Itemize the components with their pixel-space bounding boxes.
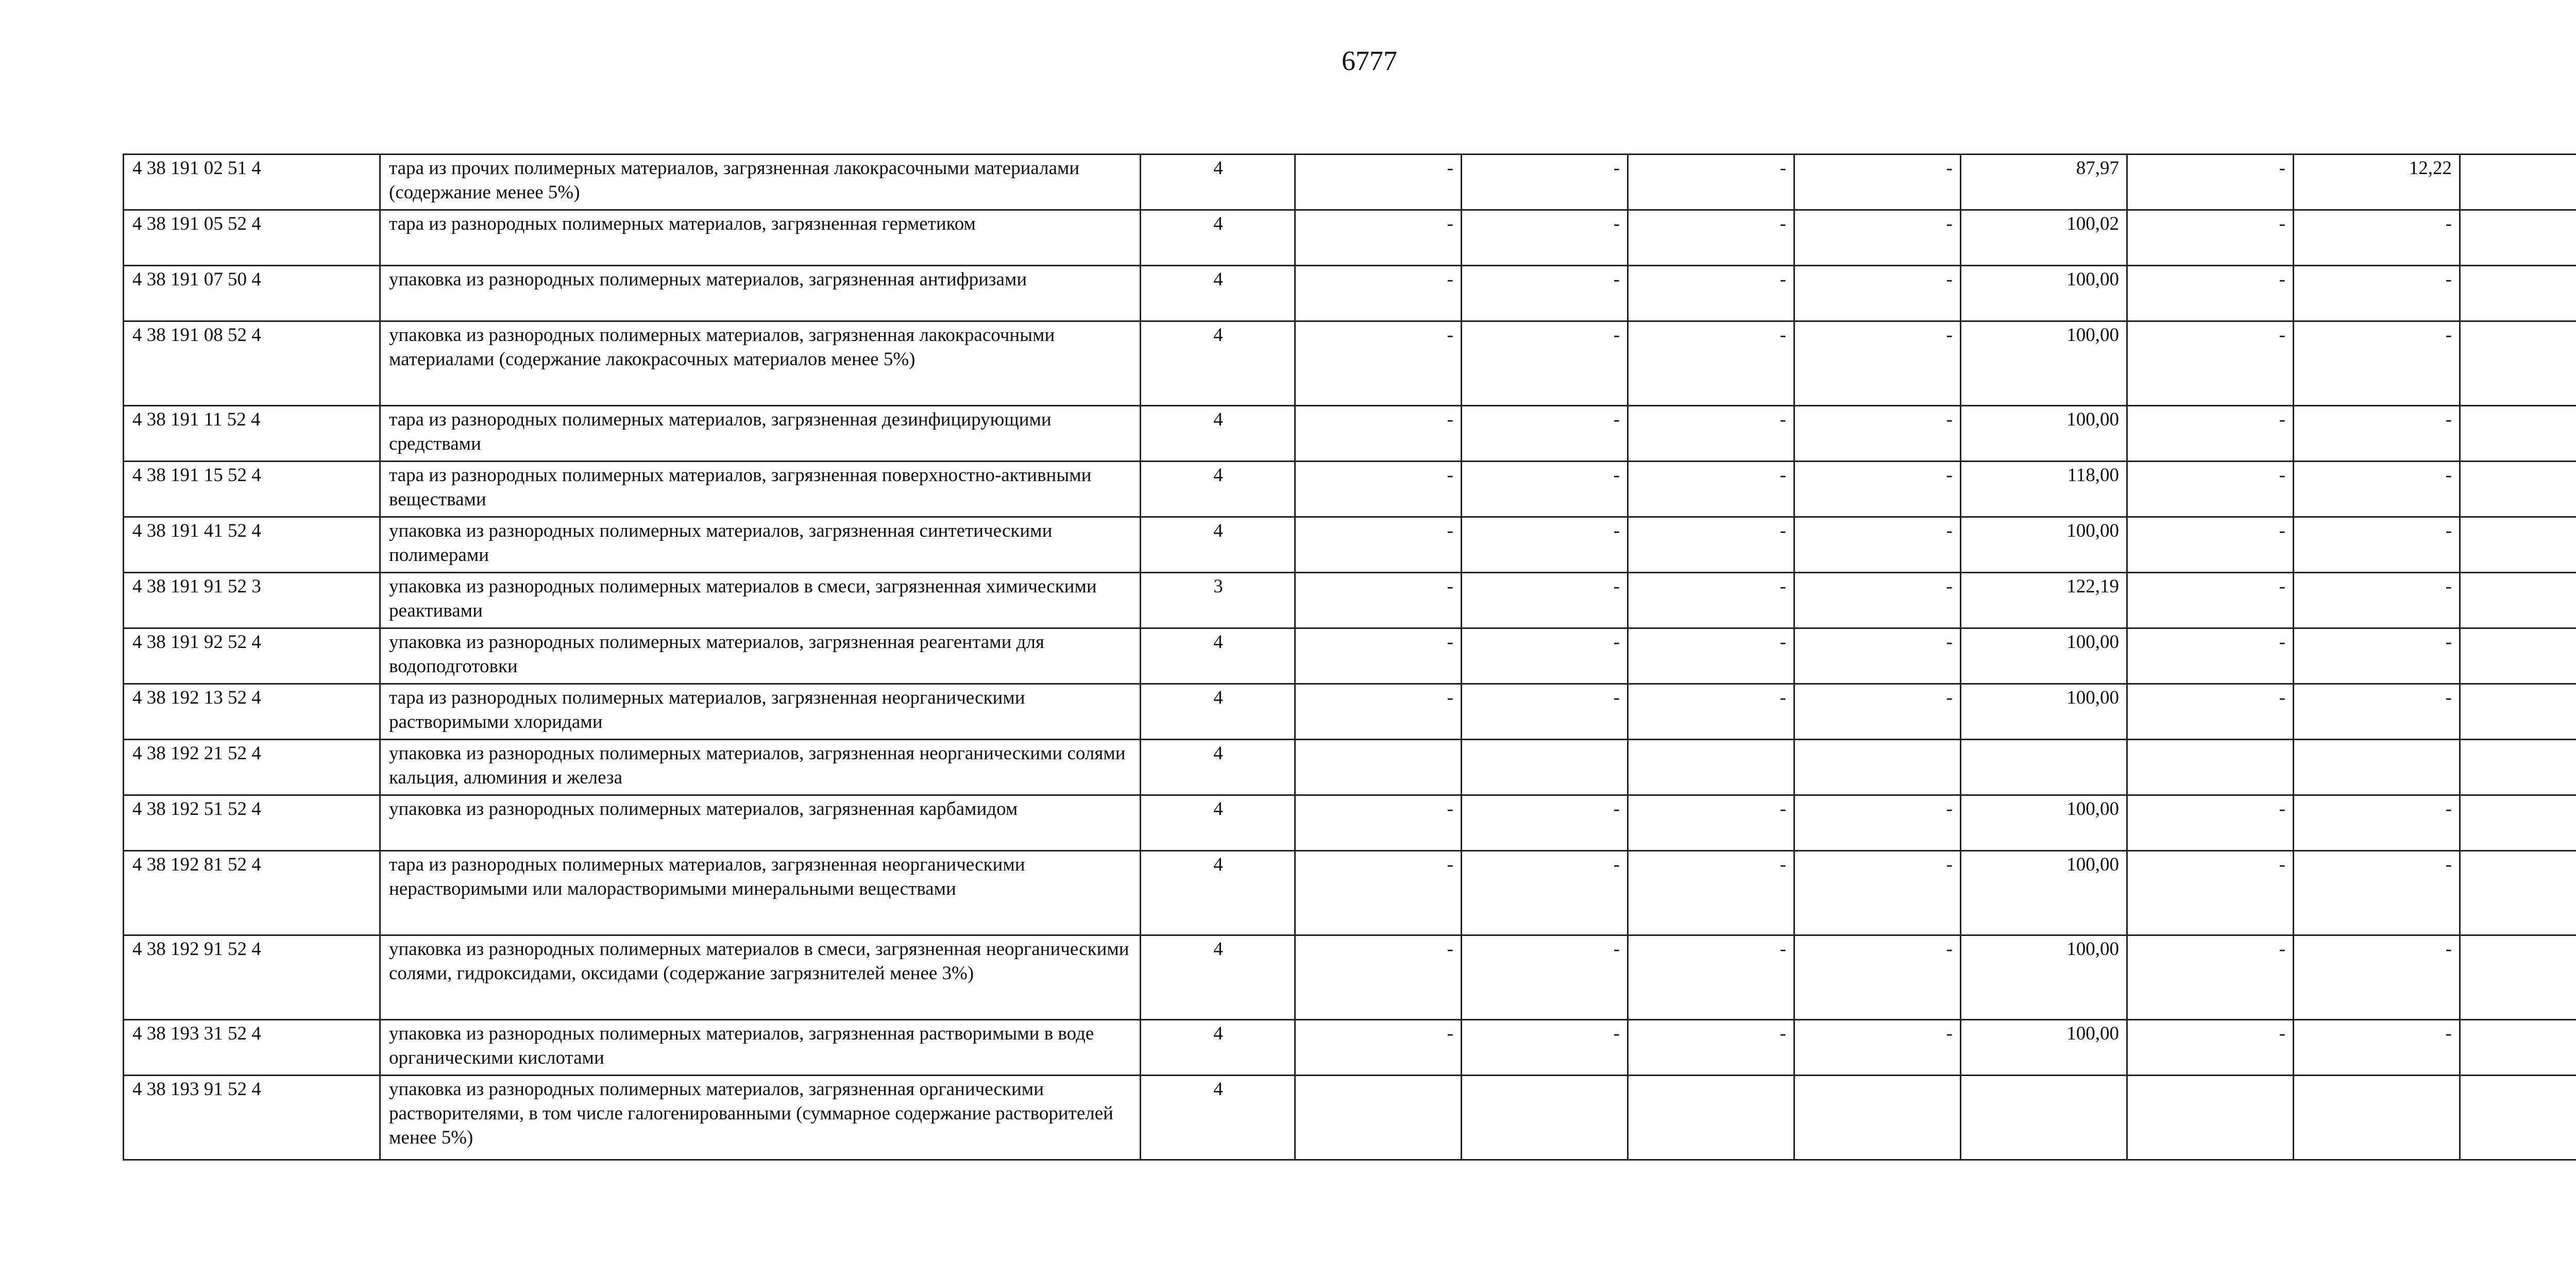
hazard-class-cell: 3 bbox=[1141, 573, 1295, 628]
component-value-cell: 100,00 bbox=[1961, 406, 2127, 462]
table-row bbox=[124, 740, 2576, 795]
waste-description-cell: тара из разнородных полимерных материалов, загрязненная поверхностно-активными веществами bbox=[380, 462, 1141, 517]
component-value-cell bbox=[2460, 1076, 2576, 1160]
component-value-cell bbox=[2127, 1076, 2294, 1160]
component-value-cell: 100,00 bbox=[1961, 795, 2127, 851]
component-value-cell bbox=[2460, 517, 2576, 573]
component-value-cell: 100,00 bbox=[1961, 266, 2127, 321]
table-row bbox=[124, 462, 2576, 517]
component-value-cell: 100,00 bbox=[1961, 1020, 2127, 1076]
component-value-cell: - bbox=[1628, 210, 1794, 266]
table-row bbox=[124, 795, 2576, 851]
waste-code-cell: 4 38 191 15 52 4 bbox=[124, 462, 380, 517]
table-row bbox=[124, 851, 2576, 935]
component-value-cell: - bbox=[1794, 210, 1961, 266]
component-value-cell: - bbox=[1794, 266, 1961, 321]
waste-description-cell: упаковка из разнородных полимерных материалов, загрязненная неорганическими солями кальция, алюминия и железа bbox=[380, 740, 1141, 795]
waste-code-cell: 4 38 191 08 52 4 bbox=[124, 321, 380, 406]
waste-code-cell: 4 38 192 51 52 4 bbox=[124, 795, 380, 851]
waste-description-cell: тара из прочих полимерных материалов, загрязненная лакокрасочными материалами (содержание менее 5%) bbox=[380, 155, 1141, 210]
hazard-class-cell: 4 bbox=[1141, 795, 1295, 851]
table-row bbox=[124, 935, 2576, 1020]
component-value-cell: - bbox=[1462, 795, 1628, 851]
component-value-cell bbox=[2294, 1076, 2460, 1160]
table-row bbox=[124, 406, 2576, 462]
component-value-cell bbox=[2460, 155, 2576, 210]
component-value-cell: - bbox=[1295, 462, 1462, 517]
component-value-cell: - bbox=[1794, 684, 1961, 740]
component-value-cell: - bbox=[2294, 573, 2460, 628]
waste-table bbox=[123, 154, 2576, 1161]
hazard-class-cell: 4 bbox=[1141, 1076, 1295, 1160]
component-value-cell: - bbox=[1462, 628, 1628, 684]
component-value-cell: 100,00 bbox=[1961, 628, 2127, 684]
waste-code-cell: 4 38 192 81 52 4 bbox=[124, 851, 380, 935]
component-value-cell: - bbox=[2294, 517, 2460, 573]
component-value-cell: - bbox=[2127, 795, 2294, 851]
component-value-cell: - bbox=[1462, 462, 1628, 517]
component-value-cell bbox=[1961, 740, 2127, 795]
hazard-class-cell: 4 bbox=[1141, 628, 1295, 684]
component-value-cell: - bbox=[2127, 321, 2294, 406]
component-value-cell: - bbox=[1462, 935, 1628, 1020]
component-value-cell: - bbox=[2294, 406, 2460, 462]
hazard-class-cell: 4 bbox=[1141, 851, 1295, 935]
component-value-cell: - bbox=[1628, 406, 1794, 462]
component-value-cell: 100,00 bbox=[1961, 851, 2127, 935]
component-value-cell: - bbox=[2294, 321, 2460, 406]
hazard-class-cell: 4 bbox=[1141, 321, 1295, 406]
waste-code-cell: 4 38 191 07 50 4 bbox=[124, 266, 380, 321]
component-value-cell bbox=[2127, 740, 2294, 795]
component-value-cell: - bbox=[1628, 573, 1794, 628]
component-value-cell bbox=[2460, 406, 2576, 462]
component-value-cell: - bbox=[1794, 851, 1961, 935]
component-value-cell: - bbox=[1628, 321, 1794, 406]
waste-description-cell: тара из разнородных полимерных материалов, загрязненная герметиком bbox=[380, 210, 1141, 266]
table-row bbox=[124, 684, 2576, 740]
waste-description-cell: упаковка из разнородных полимерных материалов, загрязненная карбамидом bbox=[380, 795, 1141, 851]
component-value-cell: - bbox=[1295, 321, 1462, 406]
component-value-cell: - bbox=[1295, 573, 1462, 628]
waste-description-cell: тара из разнородных полимерных материалов, загрязненная дезинфицирующими средствами bbox=[380, 406, 1141, 462]
hazard-class-cell: 4 bbox=[1141, 517, 1295, 573]
component-value-cell: - bbox=[1794, 1020, 1961, 1076]
component-value-cell: - bbox=[2127, 210, 2294, 266]
waste-code-cell: 4 38 191 02 51 4 bbox=[124, 155, 380, 210]
component-value-cell: - bbox=[1295, 935, 1462, 1020]
waste-description-cell: упаковка из разнородных полимерных материалов, загрязненная синтетическими полимерами bbox=[380, 517, 1141, 573]
component-value-cell: 100,00 bbox=[1961, 935, 2127, 1020]
waste-description-cell: упаковка из разнородных полимерных материалов, загрязненная антифризами bbox=[380, 266, 1141, 321]
waste-description-cell: упаковка из разнородных полимерных материалов, загрязненная растворимыми в воде органическими кислотами bbox=[380, 1020, 1141, 1076]
hazard-class-cell: 4 bbox=[1141, 266, 1295, 321]
component-value-cell bbox=[1628, 740, 1794, 795]
component-value-cell bbox=[2460, 935, 2576, 1020]
waste-code-cell: 4 38 192 21 52 4 bbox=[124, 740, 380, 795]
component-value-cell: - bbox=[1462, 155, 1628, 210]
component-value-cell: - bbox=[2294, 1020, 2460, 1076]
waste-description-cell: тара из разнородных полимерных материалов, загрязненная неорганическими растворимыми хлоридами bbox=[380, 684, 1141, 740]
component-value-cell: - bbox=[1295, 851, 1462, 935]
hazard-class-cell: 4 bbox=[1141, 406, 1295, 462]
component-value-cell: - bbox=[1462, 573, 1628, 628]
component-value-cell: - bbox=[2127, 155, 2294, 210]
component-value-cell: - bbox=[1794, 573, 1961, 628]
component-value-cell: - bbox=[1628, 684, 1794, 740]
component-value-cell: - bbox=[1295, 266, 1462, 321]
component-value-cell: - bbox=[1295, 1020, 1462, 1076]
table-row bbox=[124, 210, 2576, 266]
component-value-cell bbox=[1295, 740, 1462, 795]
table-row bbox=[124, 628, 2576, 684]
component-value-cell: - bbox=[2127, 517, 2294, 573]
waste-description-cell: упаковка из разнородных полимерных материалов, загрязненная реагентами для водоподготовки bbox=[380, 628, 1141, 684]
component-value-cell: - bbox=[1462, 210, 1628, 266]
table-row bbox=[124, 573, 2576, 628]
component-value-cell: 12,22 bbox=[2294, 155, 2460, 210]
component-value-cell: - bbox=[2127, 935, 2294, 1020]
component-value-cell: - bbox=[1295, 795, 1462, 851]
component-value-cell: - bbox=[1794, 517, 1961, 573]
component-value-cell: - bbox=[2294, 266, 2460, 321]
component-value-cell: - bbox=[1462, 1020, 1628, 1076]
table-row bbox=[124, 517, 2576, 573]
component-value-cell: - bbox=[1794, 628, 1961, 684]
table-body bbox=[124, 155, 2576, 1160]
component-value-cell: - bbox=[1628, 155, 1794, 210]
component-value-cell: - bbox=[1794, 935, 1961, 1020]
component-value-cell: - bbox=[1628, 851, 1794, 935]
component-value-cell: - bbox=[2294, 935, 2460, 1020]
component-value-cell bbox=[1462, 1076, 1628, 1160]
hazard-class-cell: 4 bbox=[1141, 462, 1295, 517]
waste-description-cell: тара из разнородных полимерных материалов, загрязненная неорганическими нерастворимыми или малорастворимыми минеральными веществами bbox=[380, 851, 1141, 935]
component-value-cell: - bbox=[1628, 795, 1794, 851]
waste-description-cell: упаковка из разнородных полимерных материалов в смеси, загрязненная неорганическими солями, гидроксидами, оксидами (содержание загрязнителей менее 3%) bbox=[380, 935, 1141, 1020]
component-value-cell bbox=[2460, 628, 2576, 684]
component-value-cell bbox=[2294, 740, 2460, 795]
waste-description-cell: упаковка из разнородных полимерных материалов, загрязненная лакокрасочными материалами (содержание лакокрасочных материалов менее 5%) bbox=[380, 321, 1141, 406]
component-value-cell: - bbox=[1462, 851, 1628, 935]
component-value-cell: 100,02 bbox=[1961, 210, 2127, 266]
component-value-cell: - bbox=[1628, 1020, 1794, 1076]
component-value-cell bbox=[2460, 573, 2576, 628]
component-value-cell: - bbox=[2294, 795, 2460, 851]
component-value-cell: 122,19 bbox=[1961, 573, 2127, 628]
component-value-cell: - bbox=[2294, 628, 2460, 684]
component-value-cell: - bbox=[1628, 935, 1794, 1020]
component-value-cell: - bbox=[2127, 573, 2294, 628]
component-value-cell: 118,00 bbox=[1961, 462, 2127, 517]
table-row bbox=[124, 321, 2576, 406]
component-value-cell: - bbox=[1295, 684, 1462, 740]
waste-code-cell: 4 38 192 91 52 4 bbox=[124, 935, 380, 1020]
waste-code-cell: 4 38 193 31 52 4 bbox=[124, 1020, 380, 1076]
hazard-class-cell: 4 bbox=[1141, 210, 1295, 266]
component-value-cell: - bbox=[1794, 406, 1961, 462]
waste-code-cell: 4 38 191 11 52 4 bbox=[124, 406, 380, 462]
component-value-cell: - bbox=[1295, 406, 1462, 462]
component-value-cell: 100,00 bbox=[1961, 321, 2127, 406]
component-value-cell: - bbox=[2127, 406, 2294, 462]
hazard-class-cell: 4 bbox=[1141, 155, 1295, 210]
component-value-cell bbox=[1462, 740, 1628, 795]
page-number: 6777 bbox=[1342, 45, 1397, 76]
component-value-cell: - bbox=[1295, 155, 1462, 210]
component-value-cell bbox=[1794, 1076, 1961, 1160]
component-value-cell: - bbox=[1794, 321, 1961, 406]
component-value-cell: - bbox=[1295, 517, 1462, 573]
waste-code-cell: 4 38 191 41 52 4 bbox=[124, 517, 380, 573]
component-value-cell: - bbox=[2294, 684, 2460, 740]
table-row bbox=[124, 1020, 2576, 1076]
component-value-cell: - bbox=[2294, 851, 2460, 935]
component-value-cell: - bbox=[1794, 795, 1961, 851]
waste-code-cell: 4 38 192 13 52 4 bbox=[124, 684, 380, 740]
hazard-class-cell: 4 bbox=[1141, 684, 1295, 740]
component-value-cell bbox=[2460, 795, 2576, 851]
component-value-cell: - bbox=[1295, 210, 1462, 266]
component-value-cell: - bbox=[2127, 628, 2294, 684]
component-value-cell bbox=[1295, 1076, 1462, 1160]
table-row bbox=[124, 1076, 2576, 1160]
component-value-cell: - bbox=[2127, 684, 2294, 740]
component-value-cell bbox=[2460, 321, 2576, 406]
component-value-cell: - bbox=[2127, 851, 2294, 935]
component-value-cell: - bbox=[1628, 266, 1794, 321]
component-value-cell bbox=[2460, 740, 2576, 795]
component-value-cell: - bbox=[1628, 628, 1794, 684]
hazard-class-cell: 4 bbox=[1141, 1020, 1295, 1076]
component-value-cell bbox=[1628, 1076, 1794, 1160]
waste-code-cell: 4 38 191 92 52 4 bbox=[124, 628, 380, 684]
component-value-cell: - bbox=[2127, 462, 2294, 517]
component-value-cell: - bbox=[1462, 406, 1628, 462]
waste-code-cell: 4 38 191 91 52 3 bbox=[124, 573, 380, 628]
component-value-cell: 87,97 bbox=[1961, 155, 2127, 210]
component-value-cell: - bbox=[1794, 155, 1961, 210]
waste-description-cell: упаковка из разнородных полимерных материалов, загрязненная органическими растворителями, в том числе галогенированными (суммарное содержание растворителей менее 5%) bbox=[380, 1076, 1141, 1160]
component-value-cell: - bbox=[1794, 462, 1961, 517]
hazard-class-cell: 4 bbox=[1141, 740, 1295, 795]
component-value-cell bbox=[2460, 1020, 2576, 1076]
component-value-cell: - bbox=[2127, 1020, 2294, 1076]
component-value-cell bbox=[1794, 740, 1961, 795]
waste-description-cell: упаковка из разнородных полимерных материалов в смеси, загрязненная химическими реактивами bbox=[380, 573, 1141, 628]
waste-code-cell: 4 38 193 91 52 4 bbox=[124, 1076, 380, 1160]
component-value-cell: - bbox=[2294, 462, 2460, 517]
component-value-cell bbox=[2460, 266, 2576, 321]
component-value-cell: 100,00 bbox=[1961, 684, 2127, 740]
component-value-cell: - bbox=[1628, 462, 1794, 517]
component-value-cell: 100,00 bbox=[1961, 517, 2127, 573]
table-row bbox=[124, 266, 2576, 321]
component-value-cell: - bbox=[1295, 628, 1462, 684]
component-value-cell bbox=[1961, 1076, 2127, 1160]
waste-code-cell: 4 38 191 05 52 4 bbox=[124, 210, 380, 266]
component-value-cell: - bbox=[1462, 321, 1628, 406]
component-value-cell: - bbox=[2127, 266, 2294, 321]
component-value-cell bbox=[2460, 684, 2576, 740]
component-value-cell bbox=[2460, 851, 2576, 935]
component-value-cell bbox=[2460, 462, 2576, 517]
component-value-cell: - bbox=[1462, 517, 1628, 573]
table-row bbox=[124, 155, 2576, 210]
component-value-cell: - bbox=[1462, 266, 1628, 321]
component-value-cell: - bbox=[2294, 210, 2460, 266]
hazard-class-cell: 4 bbox=[1141, 935, 1295, 1020]
component-value-cell bbox=[2460, 210, 2576, 266]
component-value-cell: - bbox=[1628, 517, 1794, 573]
component-value-cell: - bbox=[1462, 684, 1628, 740]
